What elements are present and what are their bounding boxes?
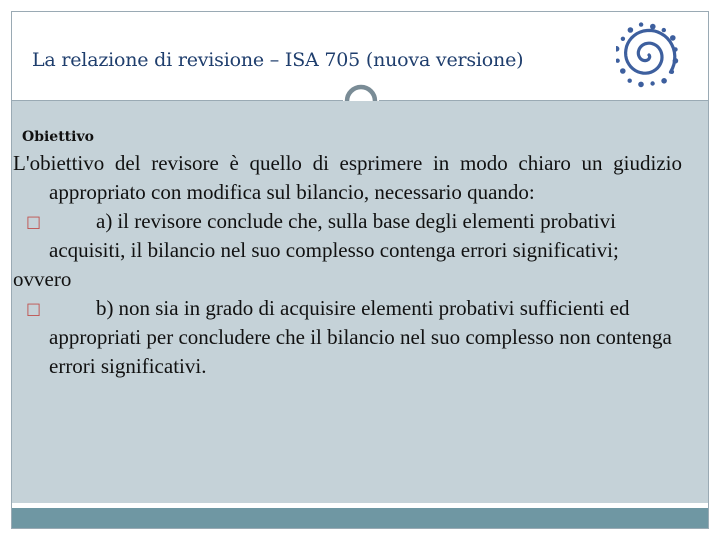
section-heading: Obiettivo bbox=[22, 129, 94, 145]
body-text bbox=[12, 149, 708, 381]
spiral-dots-icon bbox=[616, 22, 682, 88]
connector-text: ovvero bbox=[13, 267, 72, 291]
bullet-item-a bbox=[12, 207, 708, 265]
slide-frame bbox=[11, 11, 709, 529]
bottom-bar bbox=[12, 508, 708, 528]
bullet-a-label: a) bbox=[96, 209, 113, 233]
bullet-b-label: b) bbox=[96, 296, 114, 320]
content-area bbox=[12, 101, 708, 503]
slide-title: La relazione di revisione – ISA 705 (nuova versione) bbox=[32, 49, 524, 71]
intro-paragraph: L'obiettivo del revisore è quello di esprimere in modo chiaro un giudizio appropriato con modifica sul bilancio, necessario quando: bbox=[13, 151, 682, 204]
square-bullet-icon: □ bbox=[26, 299, 42, 318]
square-bullet-icon: □ bbox=[26, 212, 42, 231]
bullet-b-text: non sia in grado di acquisire elementi probativi sufficienti ed appropriati per concludere che il bilancio nel suo complesso non contenga errori significativi. bbox=[49, 296, 672, 378]
bullet-a-text: il revisore conclude che, sulla base degli elementi probativi acquisiti, il bilancio nel suo complesso contenga errori significativi; bbox=[49, 209, 619, 262]
bullet-item-b bbox=[12, 294, 708, 381]
